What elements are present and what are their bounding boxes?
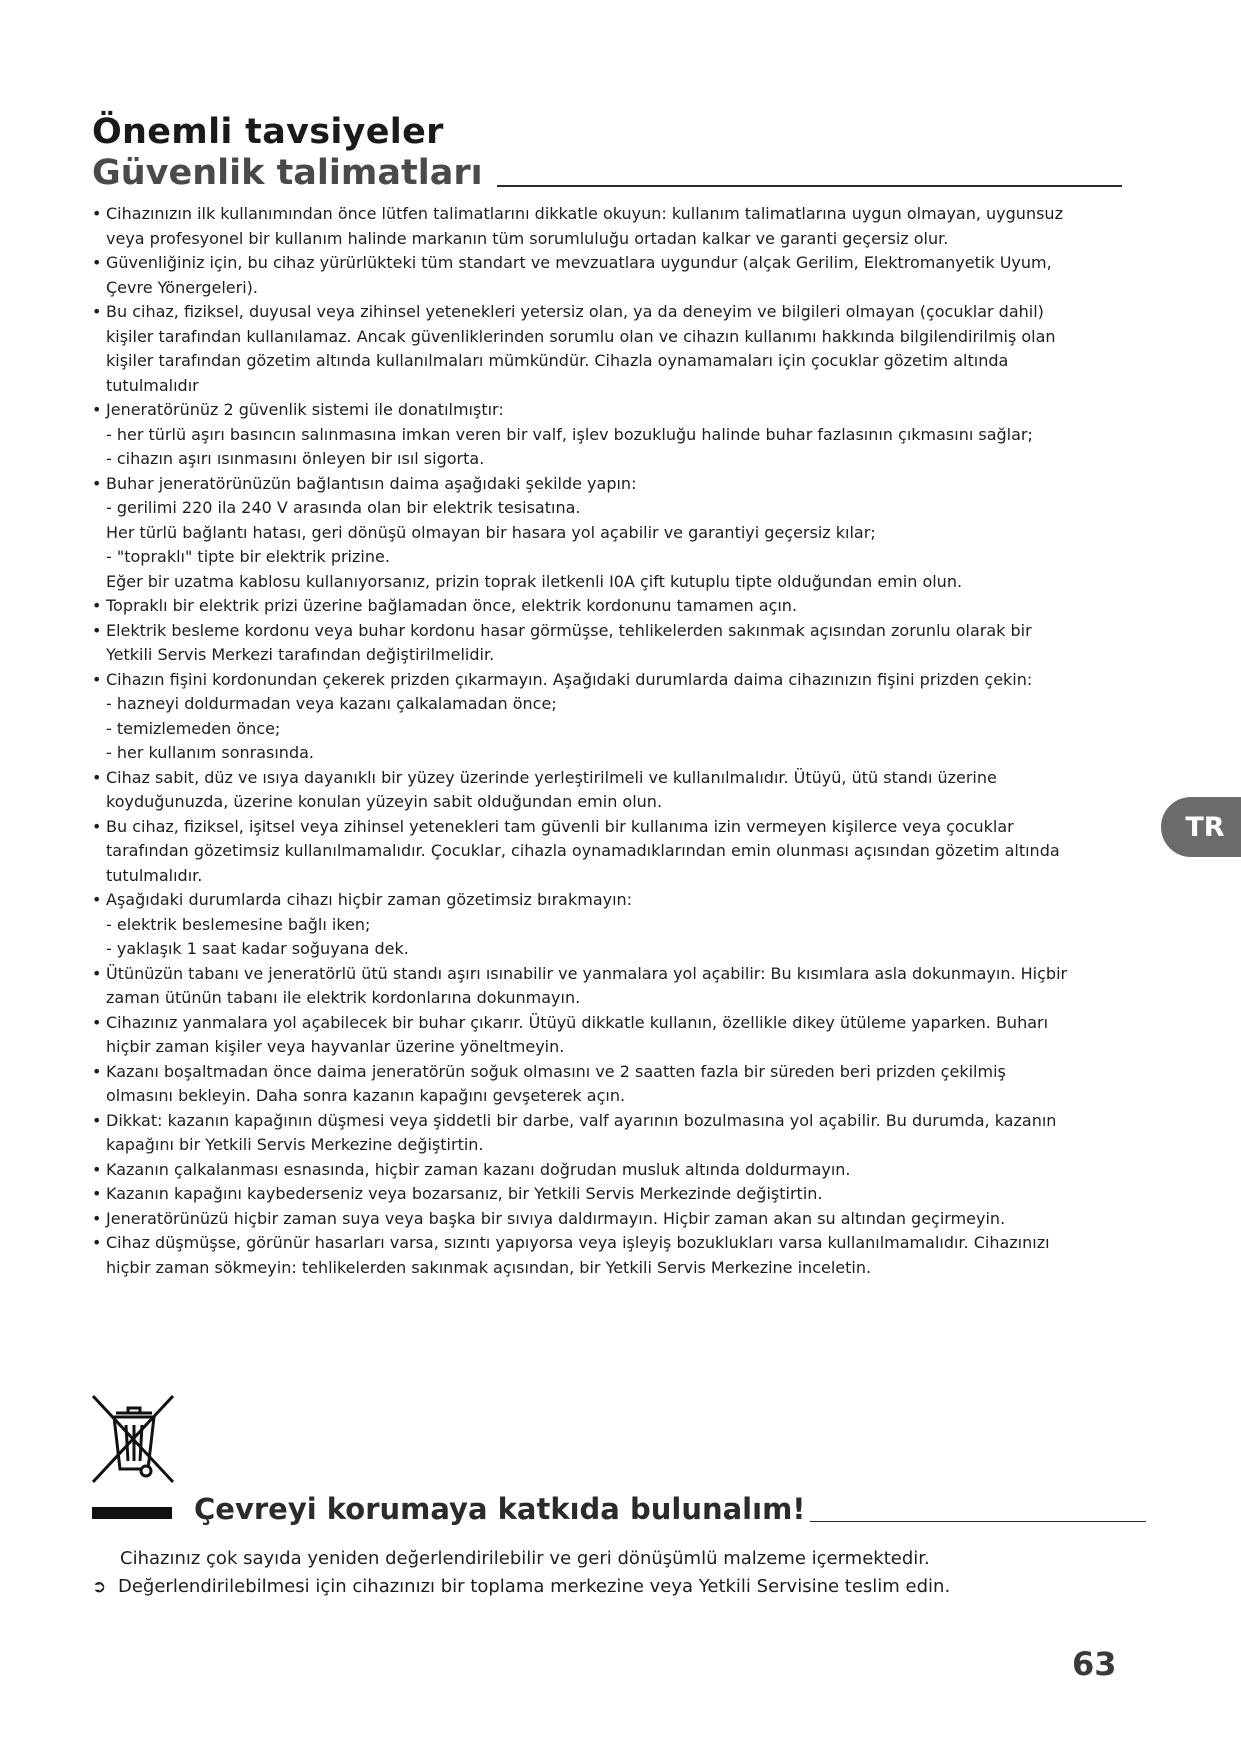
crossed-out-bin-icon [90, 1393, 176, 1485]
list-item: • Kazanın kapağını kaybederseniz veya bozarsanız, bir Yetkili Servis Merkezinde değiştirtin. [92, 1182, 1132, 1207]
list-item: • Topraklı bir elektrik prizi üzerine bağlamadan önce, elektrik kordonunu tamamen açın. [92, 594, 1132, 619]
list-item: • Buhar jeneratörünüzün bağlantısın daima aşağıdaki şekilde yapın: - gerilimi 220 ila 240 V arasında olan bir elektrik tesisatına. Her türlü bağlantı hatası, geri dönüşü olmayan bir hasara yol açabilir ve garantiyi geçersiz kılar; - "topraklı" tipte bir elektrik prizine. Eğer bir uzatma kablosu kullanıyorsanız, prizin toprak iletkenli I0A çift kutuplu tipte olduğundan emin olun. [92, 472, 1132, 595]
environment-instruction [92, 1576, 950, 1597]
list-item: • Bu cihaz, fiziksel, işitsel veya zihinsel yetenekleri tam güvenli bir kullanıma izin vermeyen kişilerce veya çocuklar tarafından gözetimsiz kullanılmamalıdır. Çocuklar, cihazla oynamadıklarından emin olunması açısından gözetim altında tutulmalıdır. [92, 815, 1132, 889]
list-item: • Dikkat: kazanın kapağının düşmesi veya şiddetli bir darbe, valf ayarının bozulmasına yol açabilir. Bu durumda, kazanın kapağını bir Yetkili Servis Merkezine değiştirtin. [92, 1109, 1132, 1158]
environment-rule [810, 1521, 1146, 1522]
subtitle-rule [497, 185, 1122, 187]
list-item: • Cihazın fişini kordonundan çekerek prizden çıkarmayın. Aşağıdaki durumlarda daima cihazınızın fişini prizden çekin: - hazneyi doldurmadan veya kazanı çalkalamadan önce; - temizlemeden önce; - her kullanım sonrasında. [92, 668, 1132, 766]
list-item: • Ütünüzün tabanı ve jeneratörlü ütü standı aşırı ısınabilir ve yanmalara yol açabilir: Bu kısımlara asla dokunmayın. Hiçbir zaman ütünün tabanı ile elektrik kordonlarına dokunmayın. [92, 962, 1132, 1011]
list-item: • Elektrik besleme kordonu veya buhar kordonu hasar görmüşse, tehlikelerden sakınmak açısından zorunlu olarak bir Yetkili Servis Merkezi tarafından değiştirilmelidir. [92, 619, 1132, 668]
list-item: • Cihazınızın ilk kullanımından önce lütfen talimatlarını dikkatle okuyun: kullanım talimatlarına uygun olmayan, uygunsuz veya profesyonel bir kullanım halinde markanın tüm sorumluluğu ortadan kalkar ve garanti geçersiz olur. [92, 202, 1132, 251]
arrow-icon: ➲ [92, 1576, 107, 1597]
safety-instructions-list [92, 202, 1132, 1280]
list-item: • Kazanı boşaltmadan önce daima jeneratörün soğuk olmasını ve 2 saatten fazla bir süreden beri prizden çekilmiş olmasını bekleyin. Daha sonra kazanın kapağını gevşeterek açın. [92, 1060, 1132, 1109]
page-number: 63 [1072, 1645, 1117, 1683]
list-item: • Cihaz düşmüşse, görünür hasarları varsa, sızıntı yapıyorsa veya işleyiş bozuklukları varsa kullanılmamalıdır. Cihazınızı hiçbir zaman sökmeyin: tehlikelerden sakınmak açısından, bir Yetkili Servis Merkezine inceletin. [92, 1231, 1132, 1280]
section-marker-bar [92, 1507, 172, 1519]
list-item: • Jeneratörünüzü hiçbir zaman suya veya başka bir sıvıya daldırmayın. Hiçbir zaman akan su altından geçirmeyin. [92, 1207, 1132, 1232]
list-item: • Aşağıdaki durumlarda cihazı hiçbir zaman gözetimsiz bırakmayın: - elektrik beslemesine bağlı iken; - yaklaşık 1 saat kadar soğuyana dek. [92, 888, 1132, 962]
list-item: • Kazanın çalkalanması esnasında, hiçbir zaman kazanı doğrudan musluk altında doldurmayın. [92, 1158, 1132, 1183]
list-item: • Cihaz sabit, düz ve ısıya dayanıklı bir yüzey üzerinde yerleştirilmeli ve kullanılmalıdır. Ütüyü, ütü standı üzerine koyduğunuzda, üzerine konulan yüzeyin sabit olduğundan emin olun. [92, 766, 1132, 815]
list-item: • Cihazınız yanmalara yol açabilecek bir buhar çıkarır. Ütüyü dikkatle kullanın, özellikle dikey ütüleme yaparken. Buharı hiçbir zaman kişiler veya hayvanlar üzerine yöneltmeyin. [92, 1011, 1132, 1060]
environment-instruction-text: Değerlendirilebilmesi için cihazınızı bir toplama merkezine veya Yetkili Servisine teslim edin. [118, 1576, 951, 1597]
environment-text: Cihazınız çok sayıda yeniden değerlendirilebilir ve geri dönüşümlü malzeme içermektedir. [120, 1548, 930, 1569]
list-item: • Jeneratörünüz 2 güvenlik sistemi ile donatılmıştır: - her türlü aşırı basıncın salınmasına imkan veren bir valf, işlev bozukluğu halinde buhar fazlasının çıkmasını sağlar; - cihazın aşırı ısınmasını önleyen bir ısıl sigorta. [92, 398, 1132, 472]
section-subtitle: Güvenlik talimatları [92, 153, 483, 193]
list-item: • Bu cihaz, fiziksel, duyusal veya zihinsel yetenekleri yetersiz olan, ya da deneyim ve bilgileri olmayan (çocuklar dahil) kişiler tarafından kullanılamaz. Ancak güvenliklerinden sorumlu olan ve cihazın kullanımı hakkında bilgilendirilmiş olan kişiler tarafından gözetim altında kullanılmaları mümkündür. Cihazla oynamamaları için çocuklar gözetim altında tutulmalıdır [92, 300, 1132, 398]
environment-header [92, 1492, 1146, 1526]
language-tab: TR [1161, 797, 1241, 857]
list-item: • Güvenliğiniz için, bu cihaz yürürlükteki tüm standart ve mevzuatlara uygundur (alçak Gerilim, Elektromanyetik Uyum, Çevre Yönergeleri). [92, 251, 1132, 300]
environment-title: Çevreyi korumaya katkıda bulunalım! [194, 1492, 806, 1526]
page-title: Önemli tavsiyeler [92, 112, 444, 152]
section-header [92, 154, 1122, 193]
